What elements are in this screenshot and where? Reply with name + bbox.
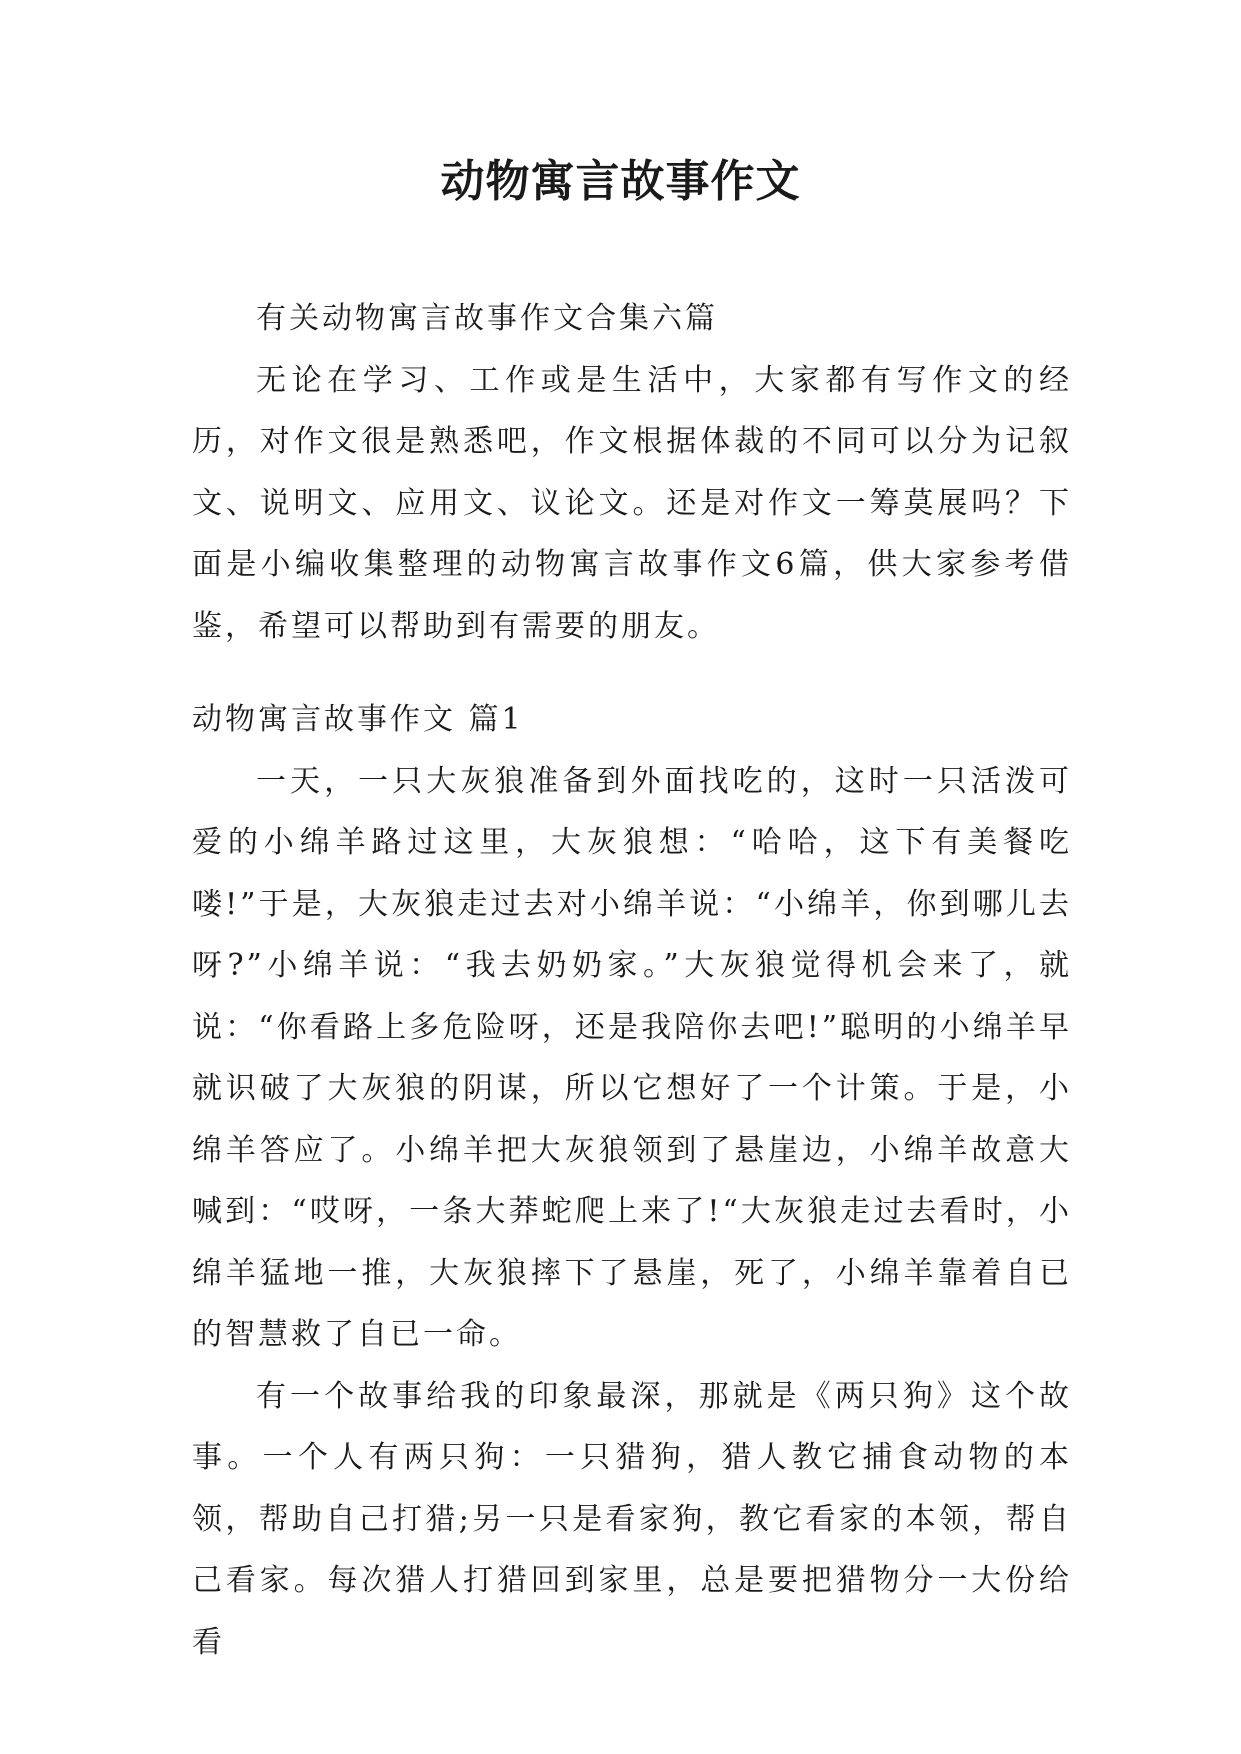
story-paragraph-1: 一天，一只大灰狼准备到外面找吃的，这时一只活泼可爱的小绵羊路过这里，大灰狼想：“哈哈，这下有美餐吃喽!”于是，大灰狼走过去对小绵羊说：“小绵羊，你到哪儿去呀?”小绵羊说：“我去奶奶家。”大灰狼觉得机会来了，就说：“你看路上多危险呀，还是我陪你去吧!”聪明的小绵羊早就识破了大灰狼的阴谋，所以它想好了一个计策。于是，小绵羊答应了。小绵羊把大灰狼领到了悬崖边，小绵羊故意大喊到：“哎呀，一条大莽蛇爬上来了!“大灰狼走过去看时，小绵羊猛地一推，大灰狼摔下了悬崖，死了，小绵羊靠着自已的智慧救了自已一命。 xyxy=(192,763,1072,1352)
intro-paragraph: 无论在学习、工作或是生活中，大家都有写作文的经历，对作文很是熟悉吧，作文根据体裁的不同可以分为记叙文、说明文、应用文、议论文。还是对作文一筹莫展吗？下面是小编收集整理的动物寓言故事作文6篇，供大家参考借鉴，希望可以帮助到有需要的朋友。 xyxy=(192,362,1072,644)
story-paragraph-2: 有一个故事给我的印象最深，那就是《两只狗》这个故事。一个人有两只狗：一只猎狗，猎人教它捕食动物的本领，帮助自己打猎;另一只是看家狗，教它看家的本领，帮自己看家。每次猎人打猎回到家里，总是要把猎物分一大份给看 xyxy=(192,1378,1072,1660)
story-section xyxy=(192,689,1072,1673)
intro-block xyxy=(192,288,1072,657)
document-title: 动物寓言故事作文 xyxy=(440,156,801,207)
document-subtitle: 有关动物寓言故事作文合集六篇 xyxy=(256,301,718,336)
section-heading: 动物寓言故事作文 篇1 xyxy=(192,702,524,737)
